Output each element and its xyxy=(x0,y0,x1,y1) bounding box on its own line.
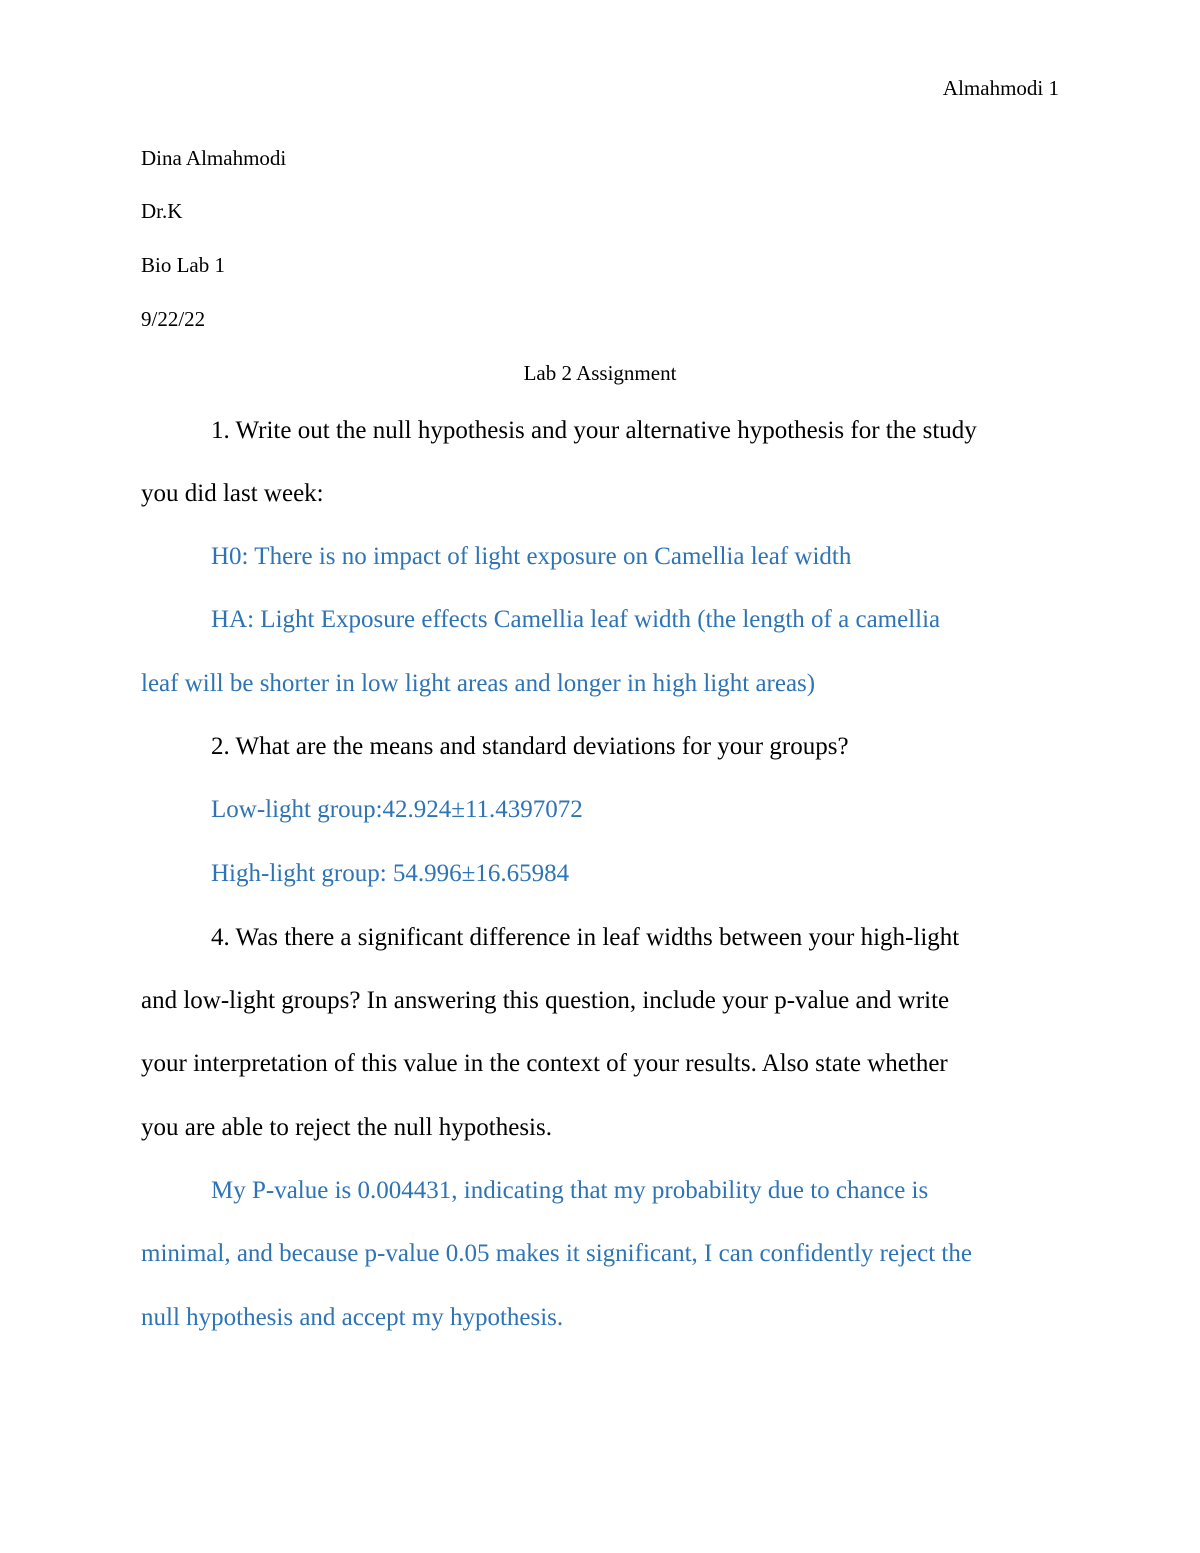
running-head: Almahmodi 1 xyxy=(942,76,1059,100)
answer-p-value-line-1: My P-value is 0.004431, indicating that my probability due to chance is xyxy=(211,1177,929,1204)
student-name: Dina Almahmodi xyxy=(141,146,287,170)
answer-null-hypothesis: H0: There is no impact of light exposure on Camellia leaf width xyxy=(211,543,852,570)
answer-p-value-line-2: minimal, and because p-value 0.05 makes it significant, I can confidently reject the xyxy=(141,1240,972,1267)
answer-alt-hypothesis-line-2: leaf will be shorter in low light areas and longer in high light areas) xyxy=(141,670,816,697)
question-2-line-1: 2. What are the means and standard deviations for your groups? xyxy=(211,733,849,760)
question-4-line-3: your interpretation of this value in the context of your results. Also state whether xyxy=(141,1050,948,1077)
document-title: Lab 2 Assignment xyxy=(523,361,677,385)
answer-high-light-group: High-light group: 54.996±16.65984 xyxy=(211,860,570,887)
question-1-line-1: 1. Write out the null hypothesis and your alternative hypothesis for the study xyxy=(211,417,977,444)
answer-alt-hypothesis-line-1: HA: Light Exposure effects Camellia leaf width (the length of a camellia xyxy=(211,606,941,633)
assignment-date: 9/22/22 xyxy=(141,307,206,331)
course-name: Bio Lab 1 xyxy=(141,253,225,277)
instructor-name: Dr.K xyxy=(141,199,183,223)
question-4-line-1: 4. Was there a significant difference in leaf widths between your high-light xyxy=(211,924,960,951)
question-1-line-2: you did last week: xyxy=(141,480,324,507)
answer-p-value-line-3: null hypothesis and accept my hypothesis. xyxy=(141,1304,564,1331)
answer-low-light-group: Low-light group:42.924±11.4397072 xyxy=(211,796,583,823)
question-4-line-4: you are able to reject the null hypothesis. xyxy=(141,1114,552,1141)
question-4-line-2: and low-light groups? In answering this question, include your p-value and write xyxy=(141,987,950,1014)
